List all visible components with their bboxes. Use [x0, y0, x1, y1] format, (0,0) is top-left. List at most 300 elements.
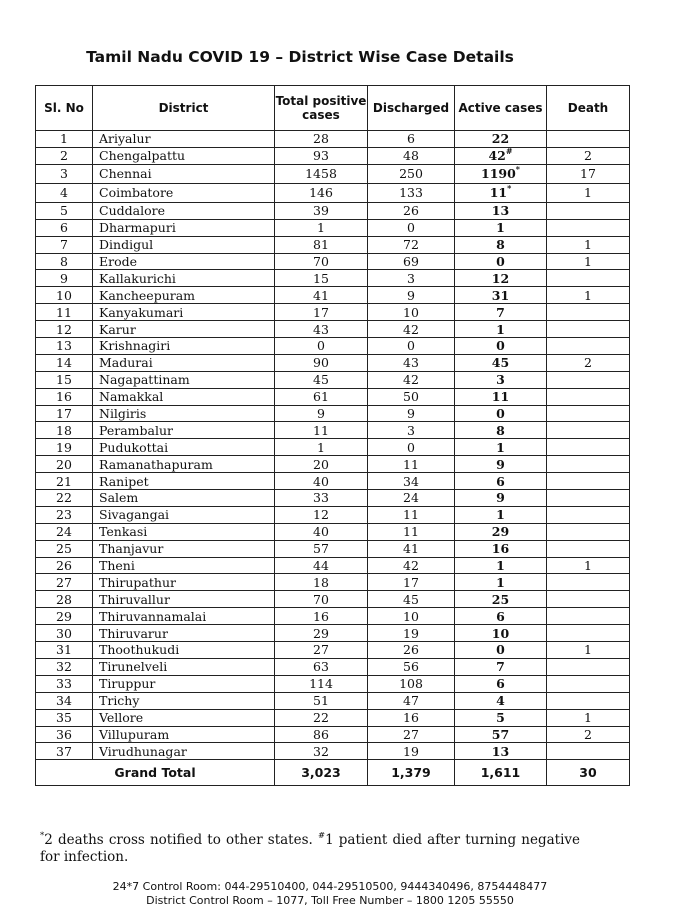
row-total-positive	[275, 253, 368, 270]
row-total-positive-value: 15	[313, 270, 329, 286]
row-death	[547, 642, 630, 659]
row-discharged	[368, 164, 455, 183]
row-total-positive-value: 12	[313, 507, 329, 523]
row-discharged	[368, 540, 455, 557]
row-sl-no	[36, 473, 93, 490]
row-sl-no	[36, 304, 93, 321]
row-district	[93, 456, 275, 473]
row-district-value: Salem	[99, 490, 139, 506]
row-discharged-value: 11	[403, 456, 419, 472]
footnote	[40, 832, 580, 866]
row-discharged-value: 24	[403, 490, 419, 506]
row-death	[547, 743, 630, 760]
row-death	[547, 473, 630, 490]
table-row	[36, 726, 630, 743]
row-discharged-value: 3	[407, 270, 415, 286]
row-total-positive-value: 45	[313, 372, 329, 388]
column-header-active: Active cases	[455, 86, 547, 131]
row-active-value: 7	[496, 304, 505, 320]
row-active	[455, 709, 547, 726]
row-total-positive	[275, 642, 368, 659]
row-active-value: 22	[491, 131, 510, 147]
row-sl-no-value: 29	[56, 608, 72, 624]
row-discharged	[368, 608, 455, 625]
row-total-positive-value: 1	[317, 220, 325, 236]
row-death-value: 2	[584, 148, 592, 164]
row-active-value: 45	[491, 355, 510, 371]
row-district	[93, 219, 275, 236]
row-active-value: 42	[488, 148, 506, 164]
row-total-positive-value: 0	[317, 338, 325, 354]
row-discharged	[368, 743, 455, 760]
row-active	[455, 456, 547, 473]
row-discharged-value: 0	[407, 439, 415, 455]
row-sl-no-value: 23	[56, 507, 72, 523]
table-row	[36, 709, 630, 726]
row-total-positive-value: 90	[313, 355, 329, 371]
row-sl-no	[36, 236, 93, 253]
row-active	[455, 371, 547, 388]
row-discharged	[368, 202, 455, 219]
row-discharged	[368, 625, 455, 642]
row-active-value: 29	[491, 524, 510, 540]
row-active	[455, 473, 547, 490]
row-active	[455, 202, 547, 219]
table-row	[36, 164, 630, 183]
row-active	[455, 354, 547, 371]
row-district	[93, 506, 275, 523]
row-death	[547, 726, 630, 743]
row-total-positive-value: 63	[313, 659, 329, 675]
column-header-total-positive: Total positive cases	[275, 86, 368, 131]
row-death	[547, 675, 630, 692]
row-district	[93, 405, 275, 422]
row-discharged	[368, 506, 455, 523]
footnote-hash-text: 1 patient died after turning negative for infection.	[40, 832, 581, 865]
row-sl-no	[36, 253, 93, 270]
row-district-value: Kanyakumari	[99, 304, 184, 320]
row-total-positive-value: 11	[313, 422, 329, 438]
row-death	[547, 490, 630, 507]
row-total-positive-value: 146	[309, 185, 333, 201]
row-district-value: Chengalpattu	[99, 148, 186, 164]
table-row	[36, 540, 630, 557]
row-active	[455, 726, 547, 743]
row-sl-no-value: 10	[56, 287, 72, 303]
row-active-value: 10	[491, 625, 510, 641]
row-total-positive-value: 81	[313, 237, 329, 253]
row-death	[547, 439, 630, 456]
row-district-value: Tiruppur	[99, 676, 156, 692]
row-discharged-value: 26	[403, 642, 419, 658]
row-discharged-value: 10	[403, 608, 419, 624]
row-active-value: 7	[496, 659, 505, 675]
row-active	[455, 147, 547, 164]
row-death	[547, 354, 630, 371]
row-discharged-value: 0	[407, 220, 415, 236]
row-district	[93, 439, 275, 456]
grand-total-label: Grand Total	[36, 760, 275, 786]
row-discharged-value: 6	[407, 131, 415, 147]
row-death	[547, 540, 630, 557]
row-district-value: Pudukottai	[99, 439, 169, 455]
row-district-value: Coimbatore	[99, 185, 174, 201]
row-discharged-value: 42	[403, 372, 419, 388]
row-active	[455, 692, 547, 709]
row-total-positive-value: 18	[313, 574, 329, 590]
row-sl-no	[36, 371, 93, 388]
row-sl-no	[36, 219, 93, 236]
row-sl-no-value: 35	[56, 710, 72, 726]
row-discharged	[368, 439, 455, 456]
row-death-value: 1	[584, 185, 592, 201]
row-discharged-value: 43	[403, 355, 419, 371]
row-sl-no-value: 4	[60, 185, 68, 201]
row-active-value: 16	[491, 541, 510, 557]
row-death	[547, 405, 630, 422]
row-discharged-value: 26	[403, 203, 419, 219]
row-district-value: Dharmapuri	[99, 220, 176, 236]
row-death-value: 1	[584, 287, 592, 303]
row-district-value: Namakkal	[99, 389, 164, 405]
row-total-positive-value: 41	[313, 287, 329, 303]
table-row	[36, 692, 630, 709]
row-death	[547, 658, 630, 675]
row-district	[93, 658, 275, 675]
row-district	[93, 202, 275, 219]
row-death	[547, 304, 630, 321]
row-active	[455, 164, 547, 183]
table-header-row	[36, 86, 630, 131]
row-total-positive	[275, 219, 368, 236]
row-sl-no-value: 1	[60, 131, 68, 147]
row-district	[93, 490, 275, 507]
row-death	[547, 371, 630, 388]
row-total-positive-value: 17	[313, 304, 329, 320]
row-total-positive	[275, 743, 368, 760]
row-sl-no	[36, 506, 93, 523]
row-discharged-value: 69	[403, 254, 419, 269]
table-row	[36, 456, 630, 473]
row-district-value: Karur	[99, 321, 136, 337]
row-district-value: Krishnagiri	[99, 338, 171, 354]
row-discharged	[368, 321, 455, 338]
row-district-value: Kancheepuram	[99, 287, 196, 303]
row-district	[93, 236, 275, 253]
row-sl-no-value: 31	[56, 642, 72, 658]
row-sl-no	[36, 574, 93, 591]
row-sl-no-value: 15	[56, 372, 72, 388]
grand-total-active: 1,611	[455, 760, 547, 786]
row-total-positive-value: 32	[313, 743, 329, 759]
row-district-value: Thiruvarur	[99, 625, 168, 641]
row-discharged	[368, 523, 455, 540]
row-discharged	[368, 338, 455, 355]
page-title: Tamil Nadu COVID 19 – District Wise Case Details	[86, 48, 514, 66]
row-district	[93, 726, 275, 743]
row-sl-no-value: 21	[56, 473, 72, 489]
row-active	[455, 523, 547, 540]
row-district-value: Nilgiris	[99, 406, 147, 422]
row-sl-no	[36, 675, 93, 692]
row-discharged-value: 3	[407, 422, 415, 438]
row-discharged	[368, 456, 455, 473]
row-sl-no	[36, 642, 93, 659]
row-district	[93, 557, 275, 574]
row-total-positive-value: 40	[313, 473, 329, 489]
row-active-value: 57	[491, 726, 510, 742]
row-total-positive-value: 70	[313, 591, 329, 607]
row-sl-no-value: 34	[56, 693, 72, 709]
table-row	[36, 625, 630, 642]
row-active-value: 5	[496, 710, 505, 726]
table-row	[36, 658, 630, 675]
row-active	[455, 675, 547, 692]
row-discharged-value: 34	[403, 473, 419, 489]
row-district	[93, 183, 275, 202]
column-header-sl-no: Sl. No	[36, 86, 93, 131]
row-sl-no-value: 26	[56, 558, 72, 574]
table-row	[36, 473, 630, 490]
row-discharged	[368, 675, 455, 692]
column-header-discharged: Discharged	[368, 86, 455, 131]
row-district	[93, 371, 275, 388]
row-active	[455, 236, 547, 253]
row-active	[455, 304, 547, 321]
row-death	[547, 506, 630, 523]
table-row	[36, 219, 630, 236]
row-sl-no	[36, 608, 93, 625]
row-total-positive	[275, 270, 368, 287]
row-district-value: Perambalur	[99, 422, 174, 438]
row-total-positive	[275, 131, 368, 148]
row-death-value: 2	[584, 355, 592, 371]
row-sl-no	[36, 131, 93, 148]
row-total-positive	[275, 608, 368, 625]
row-total-positive	[275, 147, 368, 164]
row-discharged-value: 19	[403, 743, 419, 759]
row-discharged-value: 45	[403, 591, 419, 607]
row-death-value: 1	[584, 254, 592, 269]
table-row	[36, 574, 630, 591]
row-total-positive	[275, 439, 368, 456]
row-total-positive	[275, 591, 368, 608]
table-row	[36, 642, 630, 659]
row-district	[93, 422, 275, 439]
row-active	[455, 625, 547, 642]
row-total-positive	[275, 388, 368, 405]
row-sl-no-value: 30	[56, 625, 72, 641]
row-district	[93, 574, 275, 591]
row-active-value: 1	[496, 507, 505, 523]
row-district-value: Cuddalore	[99, 203, 165, 219]
row-total-positive-value: 44	[313, 558, 329, 574]
row-active	[455, 270, 547, 287]
row-active-value: 9	[496, 490, 505, 506]
grand-total-row	[36, 760, 630, 786]
row-total-positive	[275, 726, 368, 743]
row-total-positive-value: 39	[313, 203, 329, 219]
row-discharged	[368, 287, 455, 304]
row-discharged	[368, 473, 455, 490]
row-total-positive-value: 28	[313, 131, 329, 147]
row-active	[455, 642, 547, 659]
table-row	[36, 183, 630, 202]
row-active	[455, 388, 547, 405]
row-total-positive-value: 86	[313, 726, 329, 742]
row-discharged	[368, 658, 455, 675]
row-active	[455, 743, 547, 760]
row-district	[93, 147, 275, 164]
row-sl-no	[36, 338, 93, 355]
row-sl-no	[36, 591, 93, 608]
row-death	[547, 608, 630, 625]
row-total-positive	[275, 456, 368, 473]
row-district	[93, 304, 275, 321]
row-district-value: Theni	[99, 558, 135, 574]
table-row	[36, 523, 630, 540]
row-district	[93, 743, 275, 760]
row-discharged-value: 108	[399, 676, 423, 692]
row-sl-no-value: 28	[56, 591, 72, 607]
footnote-marker: #	[505, 146, 513, 157]
row-sl-no-value: 36	[56, 726, 72, 742]
row-total-positive-value: 114	[309, 676, 333, 692]
row-sl-no	[36, 490, 93, 507]
row-discharged-value: 11	[403, 524, 419, 540]
row-discharged-value: 50	[403, 389, 419, 405]
row-sl-no-value: 25	[56, 541, 72, 557]
row-district	[93, 540, 275, 557]
row-active	[455, 439, 547, 456]
table-row	[36, 354, 630, 371]
row-sl-no-value: 16	[56, 389, 72, 405]
row-total-positive-value: 27	[313, 642, 329, 658]
row-sl-no	[36, 743, 93, 760]
row-death	[547, 202, 630, 219]
table-row	[36, 147, 630, 164]
row-sl-no-value: 20	[56, 456, 72, 472]
table-row	[36, 743, 630, 760]
row-active	[455, 422, 547, 439]
row-total-positive	[275, 557, 368, 574]
table-row	[36, 608, 630, 625]
row-death	[547, 625, 630, 642]
row-active-value: 1	[496, 439, 505, 455]
row-discharged-value: 42	[403, 558, 419, 574]
row-total-positive-value: 43	[313, 321, 329, 337]
row-district-value: Thiruvallur	[99, 591, 170, 607]
row-active-value: 0	[496, 338, 505, 354]
column-header-district: District	[93, 86, 275, 131]
row-total-positive-value: 20	[313, 456, 329, 472]
row-total-positive	[275, 422, 368, 439]
row-death	[547, 709, 630, 726]
row-discharged-value: 10	[403, 304, 419, 320]
table-row	[36, 202, 630, 219]
row-district	[93, 523, 275, 540]
row-total-positive	[275, 692, 368, 709]
row-sl-no-value: 2	[60, 148, 68, 164]
row-active-value: 3	[496, 372, 505, 388]
row-district	[93, 388, 275, 405]
row-total-positive	[275, 183, 368, 202]
row-discharged	[368, 304, 455, 321]
row-discharged	[368, 253, 455, 270]
row-sl-no	[36, 321, 93, 338]
row-sl-no	[36, 388, 93, 405]
row-district-value: Dindigul	[99, 237, 154, 253]
row-district	[93, 675, 275, 692]
row-total-positive-value: 1	[317, 439, 325, 455]
row-discharged	[368, 270, 455, 287]
row-discharged-value: 133	[399, 185, 423, 201]
row-sl-no-value: 14	[56, 355, 72, 371]
row-total-positive	[275, 540, 368, 557]
row-sl-no	[36, 726, 93, 743]
row-active	[455, 219, 547, 236]
row-district	[93, 270, 275, 287]
row-active-value: 0	[496, 254, 505, 269]
row-district	[93, 131, 275, 148]
row-death	[547, 388, 630, 405]
row-district-value: Thanjavur	[99, 541, 164, 557]
row-district	[93, 253, 275, 270]
table-row	[36, 270, 630, 287]
row-active	[455, 608, 547, 625]
row-death-value: 1	[584, 558, 592, 574]
row-sl-no	[36, 709, 93, 726]
row-district-value: Virudhunagar	[99, 743, 187, 759]
row-total-positive-value: 29	[313, 625, 329, 641]
row-total-positive	[275, 658, 368, 675]
row-active-value: 8	[496, 422, 505, 438]
row-discharged	[368, 642, 455, 659]
row-death	[547, 164, 630, 183]
row-district-value: Trichy	[99, 693, 140, 709]
row-discharged	[368, 692, 455, 709]
row-active	[455, 591, 547, 608]
row-discharged	[368, 726, 455, 743]
row-death-value: 1	[584, 642, 592, 658]
row-active	[455, 540, 547, 557]
row-active	[455, 338, 547, 355]
footnote-star-text: 2 deaths cross notified to other states.	[44, 832, 313, 848]
row-district	[93, 321, 275, 338]
row-death	[547, 270, 630, 287]
table-row	[36, 439, 630, 456]
row-sl-no	[36, 557, 93, 574]
row-total-positive	[275, 321, 368, 338]
row-sl-no-value: 7	[60, 237, 68, 253]
row-sl-no	[36, 164, 93, 183]
row-sl-no-value: 32	[56, 659, 72, 675]
row-death	[547, 692, 630, 709]
row-sl-no-value: 19	[56, 439, 72, 455]
grand-total-death: 30	[547, 760, 630, 786]
row-active	[455, 506, 547, 523]
row-total-positive	[275, 202, 368, 219]
row-total-positive	[275, 164, 368, 183]
row-district	[93, 642, 275, 659]
row-district	[93, 164, 275, 183]
row-total-positive	[275, 625, 368, 642]
row-sl-no-value: 17	[56, 406, 72, 422]
row-district-value: Villupuram	[99, 726, 170, 742]
row-discharged	[368, 422, 455, 439]
row-total-positive-value: 33	[313, 490, 329, 506]
row-active	[455, 658, 547, 675]
